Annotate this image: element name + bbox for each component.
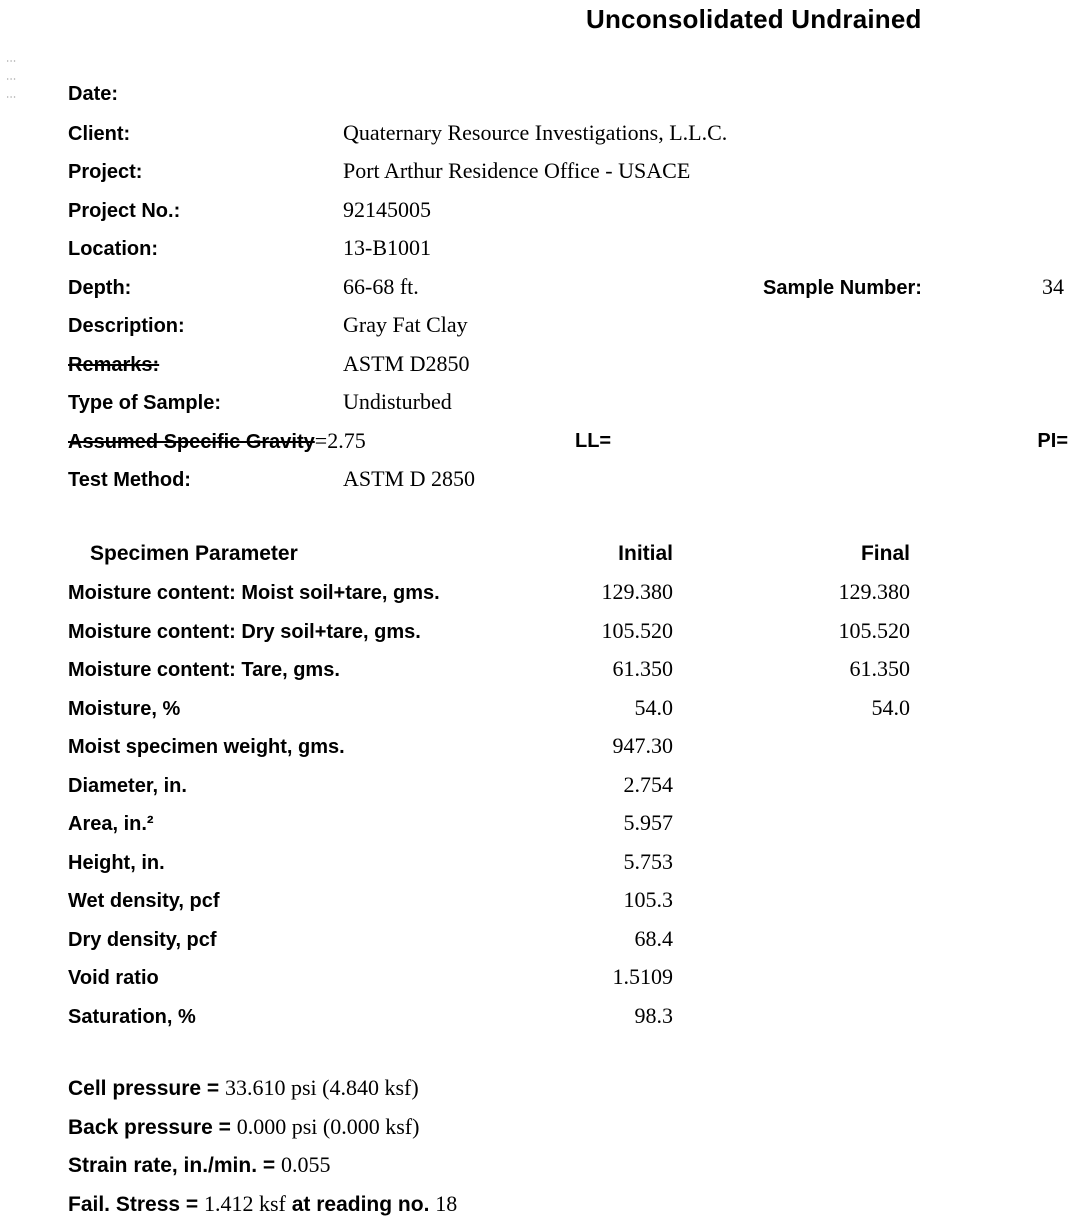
- cell-pressure-label: Cell pressure =: [68, 1077, 225, 1100]
- parameter-label: Saturation, %: [68, 1005, 196, 1028]
- type-of-sample-label: Type of Sample:: [68, 392, 221, 414]
- depth-label: Depth:: [68, 276, 132, 299]
- sample-number-value: 34: [1042, 273, 1064, 299]
- back-pressure-value: 0.000 psi (0.000 ksf): [236, 1113, 420, 1139]
- project-no-label: Project No.:: [68, 199, 181, 222]
- field-row-project: [68, 152, 1072, 191]
- table-row: [68, 766, 1072, 805]
- field-row-client: [68, 114, 1072, 153]
- remarks-value: ASTM D2850: [343, 350, 470, 376]
- final-value: 105.520: [838, 617, 910, 643]
- project-value: Port Arthur Residence Office - USACE: [343, 158, 691, 183]
- test-method-label: Test Method:: [68, 469, 191, 491]
- strain-rate-value: 0.055: [280, 1152, 331, 1177]
- location-label: Location:: [68, 238, 158, 260]
- table-body: [68, 573, 1072, 1035]
- description-label: Description:: [68, 315, 185, 337]
- column-header-specimen-parameter: Specimen Parameter: [90, 541, 298, 565]
- sample-number-label: Sample Number:: [763, 276, 922, 299]
- field-row-description: [68, 306, 1072, 345]
- project-no-value: 92145005: [343, 196, 431, 222]
- final-value: 54.0: [871, 694, 910, 720]
- table-row: [68, 997, 1072, 1036]
- strain-rate-label: Strain rate, in./min. =: [68, 1154, 281, 1177]
- specimen-parameter-table: [68, 535, 1072, 1036]
- cell-pressure-line: [68, 1069, 1072, 1108]
- reading-no-label: at reading no.: [285, 1192, 436, 1216]
- table-row: [68, 612, 1072, 651]
- ll-label: LL=: [575, 429, 612, 452]
- table-row: [68, 920, 1072, 959]
- fail-stress-value: 1.412 ksf: [204, 1190, 286, 1216]
- fail-stress-label: Fail. Stress =: [68, 1192, 204, 1216]
- scan-artifact: ⋮⋮⋮: [5, 56, 16, 110]
- field-row-test-method: [68, 460, 1072, 499]
- back-pressure-label: Back pressure =: [68, 1115, 237, 1139]
- column-header-final: Final: [860, 541, 910, 565]
- type-of-sample-value: Undisturbed: [343, 389, 452, 414]
- cell-pressure-value: 33.610 psi (4.840 ksf): [225, 1075, 419, 1100]
- specific-gravity-value: =2.75: [314, 427, 366, 453]
- depth-value: 66-68 ft.: [343, 273, 419, 299]
- initial-value: 68.4: [634, 925, 673, 951]
- parameter-label: Void ratio: [68, 967, 159, 989]
- final-value: 129.380: [838, 579, 910, 604]
- initial-value: 61.350: [612, 656, 673, 681]
- initial-value: 98.3: [634, 1002, 673, 1028]
- reading-no-value: 18: [435, 1190, 458, 1216]
- remarks-label: Remarks:: [68, 353, 160, 376]
- initial-value: 5.957: [623, 810, 673, 835]
- field-row-type-of-sample: [68, 383, 1072, 422]
- strain-rate-line: [68, 1146, 1072, 1185]
- initial-value: 54.0: [634, 694, 673, 720]
- header-fields: [68, 75, 1072, 499]
- client-value: Quaternary Resource Investigations, L.L.C.: [343, 119, 728, 145]
- table-row: [68, 689, 1072, 728]
- table-row: [68, 958, 1072, 997]
- table-row: [68, 727, 1072, 766]
- parameter-label: Moisture content: Moist soil+tare, gms.: [68, 582, 440, 604]
- parameter-label: Height, in.: [68, 851, 165, 874]
- field-row-remarks: [68, 345, 1072, 384]
- table-header-row: [68, 535, 1072, 574]
- parameter-label: Dry density, pcf: [68, 928, 217, 951]
- field-row-specific-gravity: [68, 422, 1072, 461]
- final-value: 61.350: [849, 656, 910, 681]
- field-row-location: [68, 229, 1072, 268]
- field-row-project-no: [68, 191, 1072, 230]
- test-results-block: [68, 1069, 1072, 1223]
- location-value: 13-B1001: [343, 235, 431, 260]
- project-label: Project:: [68, 161, 143, 183]
- fail-stress-line: [68, 1185, 1072, 1224]
- table-row: [68, 650, 1072, 689]
- specific-gravity-label: Assumed Specific Gravity: [68, 430, 315, 453]
- date-label: Date:: [68, 83, 119, 105]
- parameter-label: Moisture content: Dry soil+tare, gms.: [68, 620, 421, 643]
- parameter-label: Wet density, pcf: [68, 890, 220, 912]
- initial-value: 2.754: [623, 771, 673, 797]
- initial-value: 5.753: [623, 848, 673, 874]
- table-row: [68, 843, 1072, 882]
- table-row: [68, 881, 1072, 920]
- initial-value: 1.5109: [612, 964, 673, 989]
- initial-value: 105.3: [623, 887, 673, 912]
- back-pressure-line: [68, 1108, 1072, 1147]
- parameter-label: Diameter, in.: [68, 774, 187, 797]
- table-row: [68, 804, 1072, 843]
- field-row-date: [68, 75, 1072, 114]
- client-label: Client:: [68, 122, 131, 145]
- table-row: [68, 573, 1072, 612]
- parameter-label: Moisture content: Tare, gms.: [68, 659, 340, 681]
- initial-value: 105.520: [601, 617, 673, 643]
- parameter-label: Moisture, %: [68, 697, 181, 720]
- initial-value: 129.380: [601, 579, 673, 604]
- pi-label: PI=: [1037, 429, 1068, 452]
- parameter-label: Moist specimen weight, gms.: [68, 736, 345, 758]
- test-method-value: ASTM D 2850: [343, 466, 476, 491]
- initial-value: 947.30: [612, 733, 673, 758]
- report-title: Unconsolidated Undrained: [586, 4, 922, 34]
- parameter-label: Area, in.²: [68, 813, 154, 835]
- column-header-initial: Initial: [618, 541, 673, 565]
- field-row-depth: [68, 268, 1072, 307]
- description-value: Gray Fat Clay: [343, 312, 468, 337]
